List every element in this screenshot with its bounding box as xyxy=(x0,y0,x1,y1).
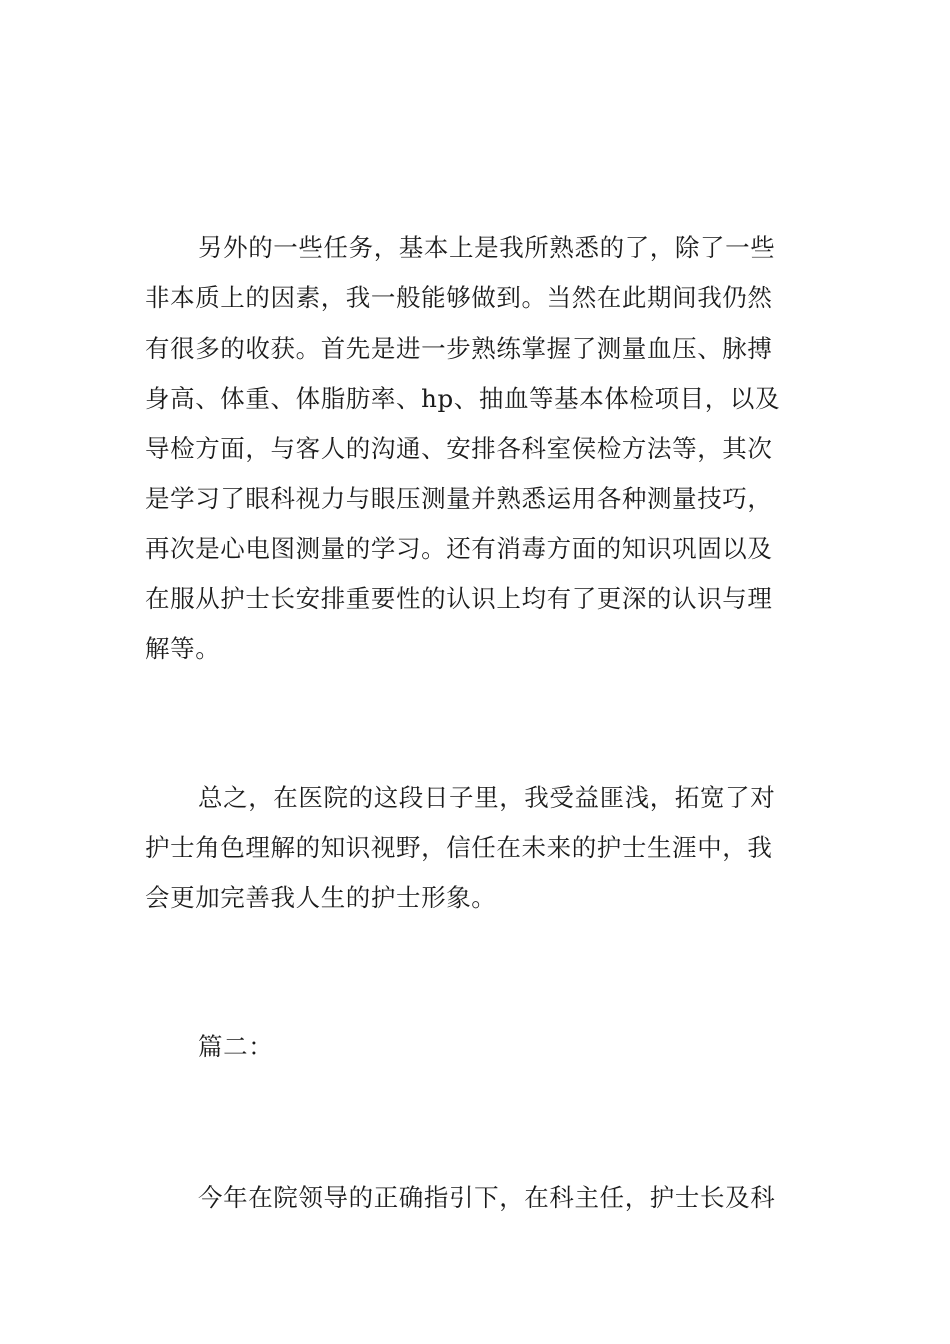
text-line: 再次是心电图测量的学习。还有消毒方面的知识巩固以及 xyxy=(145,534,773,563)
text-line: 非本质上的因素，我一般能够做到。当然在此期间我仍然 xyxy=(145,283,773,312)
text-line: 今年在院领导的正确指引下，在科主任，护士长及科 xyxy=(198,1183,776,1212)
text-line: 导检方面，与客人的沟通、安排各科室侯检方法等，其次 xyxy=(145,434,773,463)
text-line: 身高、体重、体脂肪率、hp、抽血等基本体检项目，以及 xyxy=(145,384,781,413)
section-heading: 篇二： xyxy=(198,1032,274,1061)
text-line: 解等。 xyxy=(145,634,221,663)
text-line: 有很多的收获。首先是进一步熟练掌握了测量血压、脉搏 xyxy=(145,334,773,363)
text-line: 会更加完善我人生的护士形象。 xyxy=(145,883,497,912)
text-line: 总之，在医院的这段日子里，我受益匪浅，拓宽了对 xyxy=(198,783,776,812)
text-line: 护士角色理解的知识视野，信任在未来的护士生涯中，我 xyxy=(145,833,773,862)
text-line: 另外的一些任务，基本上是我所熟悉的了，除了一些 xyxy=(198,233,776,262)
text-line: 在服从护士长安排重要性的认识上均有了更深的认识与理 xyxy=(145,584,773,613)
text-line: 是学习了眼科视力与眼压测量并熟悉运用各种测量技巧， xyxy=(145,484,773,513)
